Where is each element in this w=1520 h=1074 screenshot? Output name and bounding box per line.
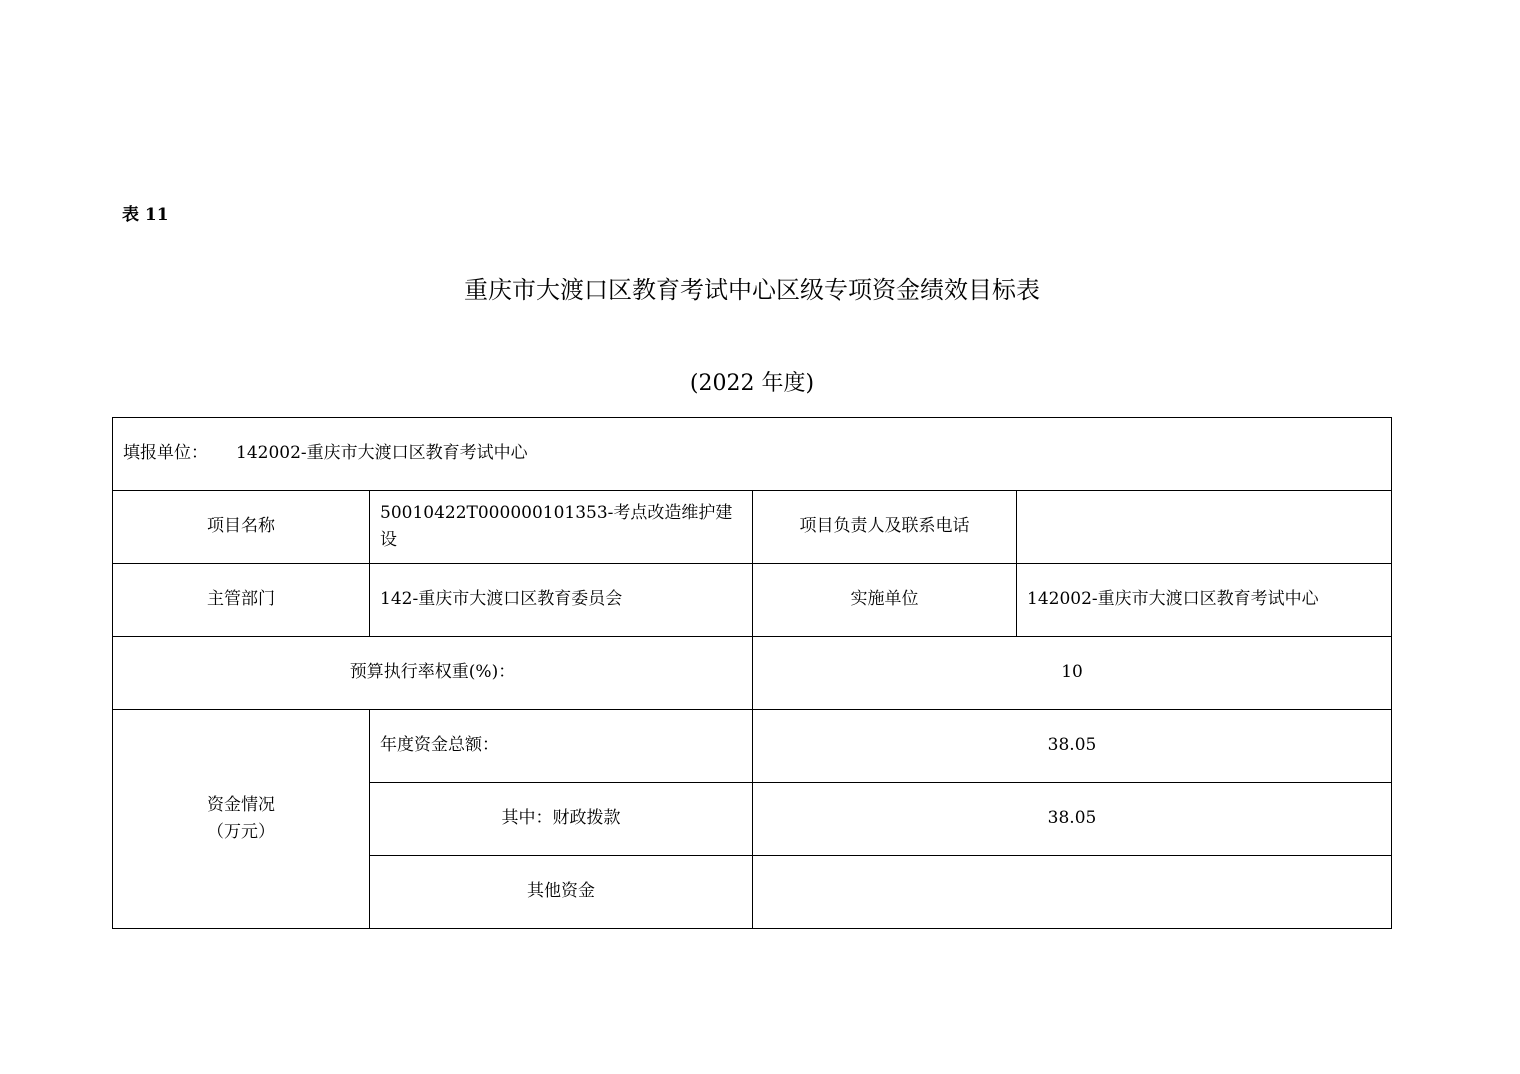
funds-other-label: 其他资金 bbox=[370, 856, 753, 929]
filler-label: 填报单位： bbox=[123, 443, 208, 464]
budget-weight-label: 预算执行率权重(%)： bbox=[113, 637, 753, 710]
performance-target-table bbox=[112, 417, 1392, 929]
funds-other-value bbox=[753, 856, 1392, 929]
department-label: 主管部门 bbox=[113, 564, 370, 637]
project-contact-value bbox=[1017, 491, 1392, 564]
implementing-unit-label: 实施单位 bbox=[753, 564, 1017, 637]
funds-fiscal-value: 38.05 bbox=[753, 783, 1392, 856]
table-row-funds-total bbox=[113, 710, 1392, 783]
project-name-value: 50010422T000000101353-考点改造维护建设 bbox=[370, 491, 753, 564]
funds-unit: （万元） bbox=[207, 822, 275, 842]
funds-total-value: 38.05 bbox=[753, 710, 1392, 783]
year-subtitle: (2022 年度) bbox=[689, 371, 815, 396]
funds-fiscal-label: 其中：财政拨款 bbox=[370, 783, 753, 856]
budget-weight-value: 10 bbox=[753, 637, 1392, 710]
funds-label: 资金情况 bbox=[207, 794, 275, 815]
table-row-project bbox=[113, 491, 1392, 564]
project-name-label: 项目名称 bbox=[113, 491, 370, 564]
filler-value: 142002-重庆市大渡口区教育考试中心 bbox=[236, 443, 528, 464]
funds-label-cell bbox=[113, 710, 370, 929]
project-contact-label: 项目负责人及联系电话 bbox=[753, 491, 1017, 564]
table-number: 表 11 bbox=[122, 205, 169, 225]
department-value: 142-重庆市大渡口区教育委员会 bbox=[370, 564, 753, 637]
funds-total-label: 年度资金总额： bbox=[370, 710, 753, 783]
page-title: 重庆市大渡口区教育考试中心区级专项资金绩效目标表 bbox=[464, 276, 1040, 304]
table-row-budget-weight bbox=[113, 637, 1392, 710]
table-row-department bbox=[113, 564, 1392, 637]
implementing-unit-value: 142002-重庆市大渡口区教育考试中心 bbox=[1017, 564, 1392, 637]
table-row-filler bbox=[113, 418, 1392, 491]
filler-cell bbox=[113, 418, 1392, 491]
